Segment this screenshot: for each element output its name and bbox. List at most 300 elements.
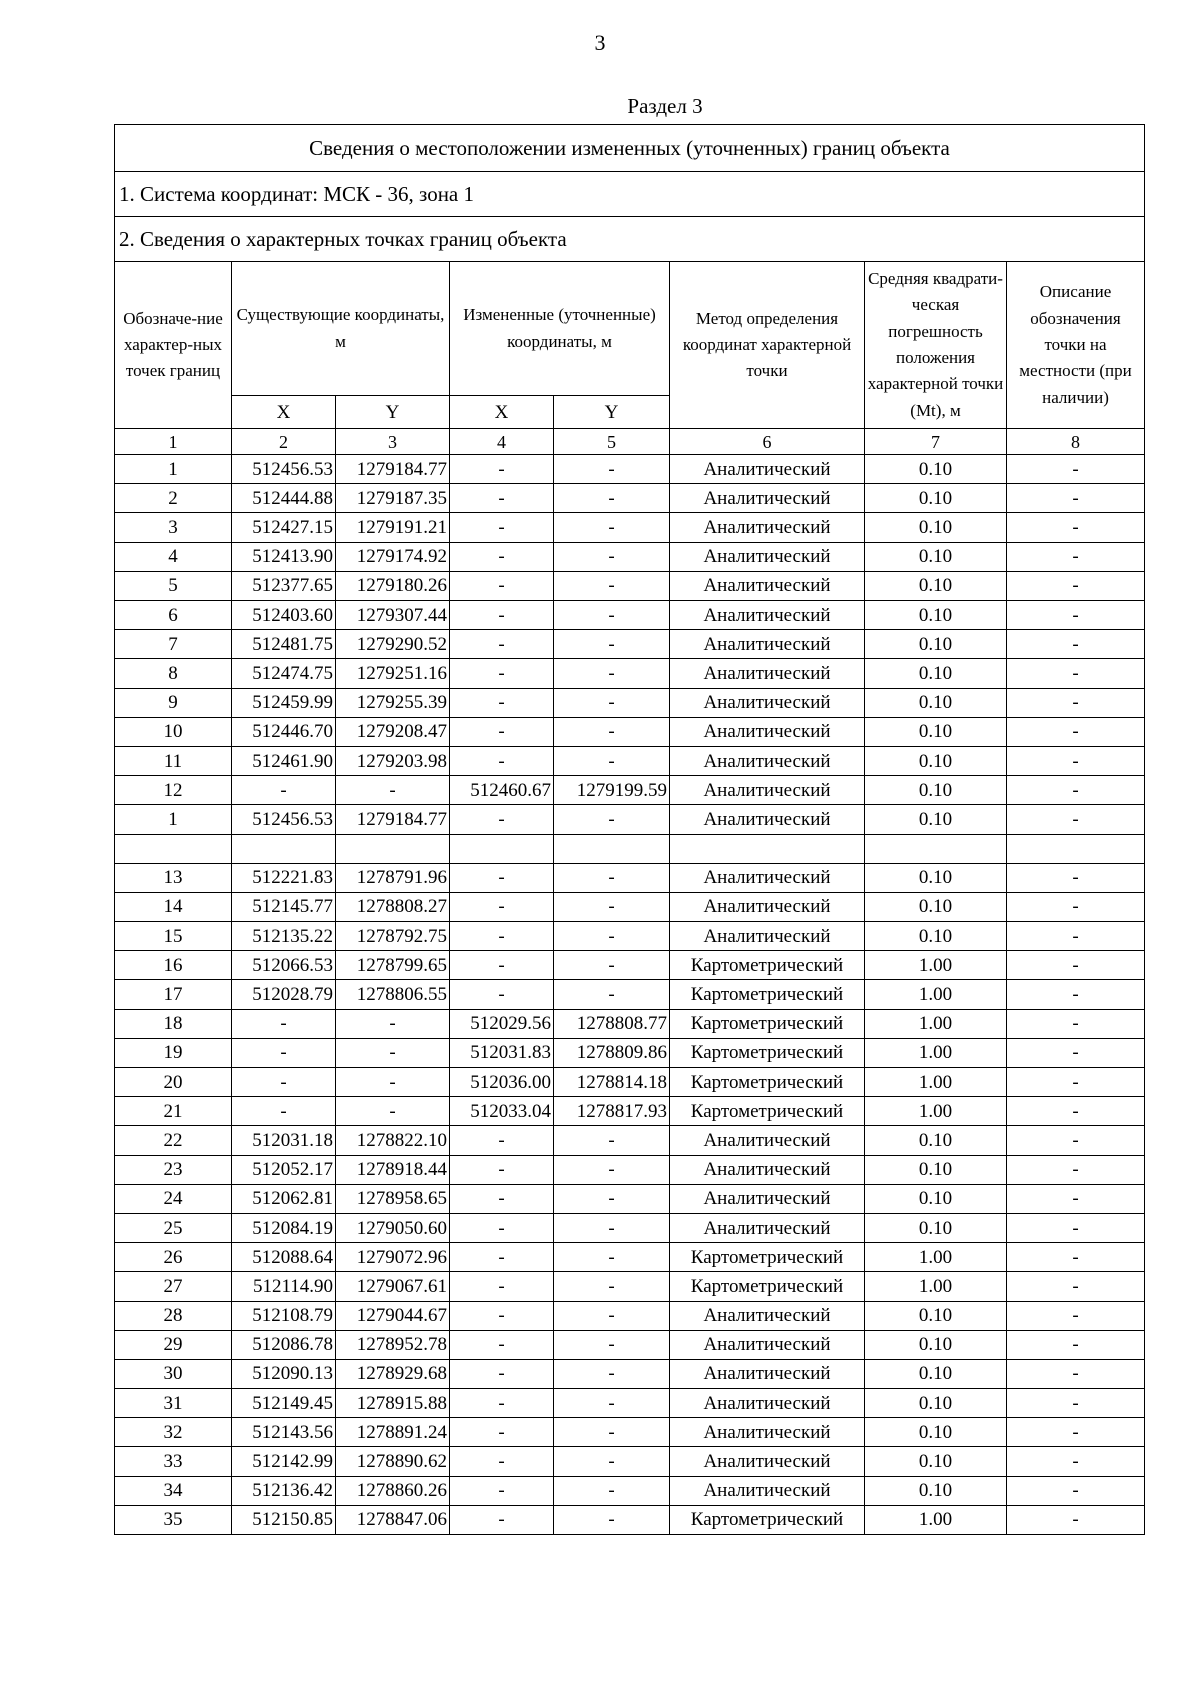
- cell-point-description: -: [1007, 455, 1145, 484]
- cell-point-description: -: [1007, 1243, 1145, 1272]
- cell-mean-square-error: 1.00: [865, 1097, 1007, 1126]
- cell-point-number: 11: [115, 746, 232, 775]
- cell-point-description: -: [1007, 1476, 1145, 1505]
- cell-changed-x: 512033.04: [450, 1097, 554, 1126]
- cell-existing-y: 1278958.65: [336, 1184, 450, 1213]
- cell-point-number: 5: [115, 571, 232, 600]
- table-row: [115, 601, 1145, 630]
- cell-existing-y: 1279255.39: [336, 688, 450, 717]
- cell-point-description: -: [1007, 1184, 1145, 1213]
- cell-point-number: 25: [115, 1213, 232, 1242]
- cell-mean-square-error: 1.00: [865, 1038, 1007, 1067]
- header-existing-coordinates: Существующие координаты, м: [232, 262, 450, 396]
- cell-existing-x: 512114.90: [232, 1272, 336, 1301]
- cell-mean-square-error: 0.10: [865, 513, 1007, 542]
- cell-existing-x: 512031.18: [232, 1126, 336, 1155]
- cell-existing-y: [336, 834, 450, 863]
- cell-changed-y: -: [554, 1505, 670, 1534]
- cell-changed-x: -: [450, 1184, 554, 1213]
- table-row: [115, 834, 1145, 863]
- cell-changed-x: -: [450, 1155, 554, 1184]
- table-row: [115, 630, 1145, 659]
- cell-existing-x: 512474.75: [232, 659, 336, 688]
- cell-point-number: 3: [115, 513, 232, 542]
- cell-existing-x: -: [232, 1068, 336, 1097]
- cell-existing-y: 1279203.98: [336, 746, 450, 775]
- cell-existing-y: 1279072.96: [336, 1243, 450, 1272]
- cell-existing-x: 512135.22: [232, 922, 336, 951]
- cell-changed-y: [554, 834, 670, 863]
- cell-point-number: 32: [115, 1418, 232, 1447]
- cell-changed-x: -: [450, 571, 554, 600]
- cell-method: Аналитический: [670, 1389, 865, 1418]
- header-changed-coordinates: Измененные (уточненные) координаты, м: [450, 262, 670, 396]
- cell-changed-x: -: [450, 805, 554, 834]
- cell-point-number: 7: [115, 630, 232, 659]
- cell-changed-y: -: [554, 1447, 670, 1476]
- cell-point-number: 28: [115, 1301, 232, 1330]
- cell-existing-x: 512150.85: [232, 1505, 336, 1534]
- cell-changed-y: -: [554, 1213, 670, 1242]
- cell-point-description: -: [1007, 892, 1145, 921]
- header-changed-x: X: [450, 396, 554, 429]
- cell-point-description: -: [1007, 951, 1145, 980]
- cell-method: Аналитический: [670, 1126, 865, 1155]
- cell-mean-square-error: 0.10: [865, 542, 1007, 571]
- cell-existing-y: 1278822.10: [336, 1126, 450, 1155]
- cell-changed-x: -: [450, 1272, 554, 1301]
- cell-method: Картометрический: [670, 1097, 865, 1126]
- cell-changed-x: -: [450, 1389, 554, 1418]
- cell-existing-y: 1278860.26: [336, 1476, 450, 1505]
- cell-method: Аналитический: [670, 1213, 865, 1242]
- cell-point-number: 33: [115, 1447, 232, 1476]
- cell-method: Картометрический: [670, 1068, 865, 1097]
- cell-changed-x: -: [450, 1505, 554, 1534]
- header-point-description: Описание обозначения точки на местности (при наличии): [1007, 262, 1145, 429]
- cell-mean-square-error: 0.10: [865, 717, 1007, 746]
- cell-method: Картометрический: [670, 980, 865, 1009]
- cell-existing-x: 512461.90: [232, 746, 336, 775]
- cell-mean-square-error: 0.10: [865, 1330, 1007, 1359]
- table-row: [115, 542, 1145, 571]
- cell-method: Аналитический: [670, 863, 865, 892]
- cell-changed-x: -: [450, 1301, 554, 1330]
- cell-changed-x: 512460.67: [450, 776, 554, 805]
- table-row: [115, 484, 1145, 513]
- cell-point-number: 15: [115, 922, 232, 951]
- cell-point-number: 1: [115, 805, 232, 834]
- cell-changed-y: -: [554, 1476, 670, 1505]
- cell-mean-square-error: 1.00: [865, 1272, 1007, 1301]
- cell-changed-x: 512029.56: [450, 1009, 554, 1038]
- cell-point-description: -: [1007, 542, 1145, 571]
- boundary-points-table: [114, 124, 1145, 1535]
- cell-mean-square-error: 0.10: [865, 892, 1007, 921]
- cell-point-description: -: [1007, 513, 1145, 542]
- cell-mean-square-error: 0.10: [865, 484, 1007, 513]
- cell-existing-y: -: [336, 1068, 450, 1097]
- cell-mean-square-error: 0.10: [865, 571, 1007, 600]
- cell-point-description: -: [1007, 863, 1145, 892]
- cell-point-description: -: [1007, 659, 1145, 688]
- table-row: [115, 1213, 1145, 1242]
- cell-existing-x: 512413.90: [232, 542, 336, 571]
- cell-changed-x: -: [450, 863, 554, 892]
- cell-changed-x: -: [450, 455, 554, 484]
- cell-point-number: 34: [115, 1476, 232, 1505]
- cell-changed-y: -: [554, 630, 670, 659]
- section-label: Раздел 3: [627, 94, 703, 118]
- cell-point-number: 22: [115, 1126, 232, 1155]
- header-point-designation: Обозначе-ние характер-ных точек границ: [115, 262, 232, 429]
- table-row: [115, 1476, 1145, 1505]
- cell-point-number: 30: [115, 1359, 232, 1388]
- cell-point-description: -: [1007, 571, 1145, 600]
- cell-mean-square-error: 1.00: [865, 1009, 1007, 1038]
- cell-method: Аналитический: [670, 513, 865, 542]
- table-row: [115, 1330, 1145, 1359]
- cell-existing-y: 1279208.47: [336, 717, 450, 746]
- cell-existing-x: 512090.13: [232, 1359, 336, 1388]
- cell-existing-x: 512084.19: [232, 1213, 336, 1242]
- cell-method: Аналитический: [670, 1184, 865, 1213]
- cell-point-number: 2: [115, 484, 232, 513]
- cell-point-description: -: [1007, 1359, 1145, 1388]
- cell-point-description: -: [1007, 1330, 1145, 1359]
- table-row: [115, 1068, 1145, 1097]
- table-row: [115, 1272, 1145, 1301]
- cell-mean-square-error: 1.00: [865, 951, 1007, 980]
- cell-mean-square-error: 1.00: [865, 1505, 1007, 1534]
- cell-point-number: 26: [115, 1243, 232, 1272]
- table-row: [115, 1505, 1145, 1534]
- cell-existing-x: 512145.77: [232, 892, 336, 921]
- cell-existing-y: 1278918.44: [336, 1155, 450, 1184]
- cell-existing-y: 1279050.60: [336, 1213, 450, 1242]
- table-row: [115, 1184, 1145, 1213]
- cell-method: Картометрический: [670, 1272, 865, 1301]
- cell-changed-y: -: [554, 980, 670, 1009]
- cell-point-description: -: [1007, 746, 1145, 775]
- header-changed-y: Y: [554, 396, 670, 429]
- cell-existing-y: 1278891.24: [336, 1418, 450, 1447]
- table-row: [115, 455, 1145, 484]
- cell-changed-x: -: [450, 1213, 554, 1242]
- table-row: [115, 980, 1145, 1009]
- table-row: [115, 1009, 1145, 1038]
- cell-method: Аналитический: [670, 688, 865, 717]
- cell-changed-y: -: [554, 1243, 670, 1272]
- table-row: [115, 805, 1145, 834]
- cell-existing-y: 1278890.62: [336, 1447, 450, 1476]
- cell-changed-y: -: [554, 746, 670, 775]
- cell-mean-square-error: 0.10: [865, 1184, 1007, 1213]
- cell-existing-x: -: [232, 1009, 336, 1038]
- cell-method: Аналитический: [670, 746, 865, 775]
- cell-changed-x: -: [450, 892, 554, 921]
- cell-changed-x: 512036.00: [450, 1068, 554, 1097]
- cell-existing-y: 1278799.65: [336, 951, 450, 980]
- table-row: [115, 688, 1145, 717]
- cell-point-description: -: [1007, 1213, 1145, 1242]
- cell-existing-y: 1279184.77: [336, 805, 450, 834]
- column-numbers-row: [115, 429, 1145, 455]
- cell-existing-x: -: [232, 1038, 336, 1067]
- cell-existing-y: 1279251.16: [336, 659, 450, 688]
- cell-existing-y: 1279191.21: [336, 513, 450, 542]
- cell-changed-y: -: [554, 1126, 670, 1155]
- page-number: 3: [594, 30, 606, 55]
- coordinate-system: 1. Система координат: МСК - 36, зона 1: [115, 172, 1145, 217]
- table-title: Сведения о местоположении измененных (уточненных) границ объекта: [115, 125, 1145, 172]
- cell-existing-x: -: [232, 1097, 336, 1126]
- table-row: [115, 951, 1145, 980]
- cell-mean-square-error: 1.00: [865, 1068, 1007, 1097]
- cell-point-description: -: [1007, 805, 1145, 834]
- cell-existing-y: 1278808.27: [336, 892, 450, 921]
- cell-method: Аналитический: [670, 717, 865, 746]
- cell-point-description: -: [1007, 1155, 1145, 1184]
- table-row: [115, 863, 1145, 892]
- cell-point-description: -: [1007, 1009, 1145, 1038]
- cell-existing-y: 1279044.67: [336, 1301, 450, 1330]
- cell-point-number: 17: [115, 980, 232, 1009]
- cell-method: Аналитический: [670, 601, 865, 630]
- table-row: [115, 1447, 1145, 1476]
- cell-changed-x: [450, 834, 554, 863]
- cell-changed-x: -: [450, 601, 554, 630]
- cell-changed-x: -: [450, 717, 554, 746]
- table-row: [115, 1155, 1145, 1184]
- cell-changed-x: -: [450, 1359, 554, 1388]
- column-number: 5: [554, 429, 670, 455]
- cell-mean-square-error: [865, 834, 1007, 863]
- cell-point-description: -: [1007, 484, 1145, 513]
- cell-changed-y: -: [554, 1184, 670, 1213]
- column-number: 1: [115, 429, 232, 455]
- cell-existing-y: 1279067.61: [336, 1272, 450, 1301]
- cell-mean-square-error: 0.10: [865, 1155, 1007, 1184]
- cell-existing-y: -: [336, 1038, 450, 1067]
- cell-point-number: 21: [115, 1097, 232, 1126]
- column-number: 7: [865, 429, 1007, 455]
- cell-point-number: 31: [115, 1389, 232, 1418]
- table-row: [115, 746, 1145, 775]
- cell-existing-y: 1279180.26: [336, 571, 450, 600]
- cell-changed-x: -: [450, 484, 554, 513]
- cell-method: Аналитический: [670, 1447, 865, 1476]
- cell-changed-y: -: [554, 1301, 670, 1330]
- cell-changed-x: -: [450, 1126, 554, 1155]
- table-row: [115, 1301, 1145, 1330]
- cell-method: Аналитический: [670, 1301, 865, 1330]
- table-row: [115, 1243, 1145, 1272]
- cell-existing-x: 512066.53: [232, 951, 336, 980]
- cell-point-number: 29: [115, 1330, 232, 1359]
- cell-changed-y: -: [554, 1330, 670, 1359]
- cell-method: Картометрический: [670, 951, 865, 980]
- table-row: [115, 776, 1145, 805]
- table-row: [115, 1359, 1145, 1388]
- table-row: [115, 1038, 1145, 1067]
- cell-mean-square-error: 0.10: [865, 746, 1007, 775]
- cell-point-number: 19: [115, 1038, 232, 1067]
- table-row: [115, 922, 1145, 951]
- cell-mean-square-error: 0.10: [865, 776, 1007, 805]
- cell-existing-y: 1278806.55: [336, 980, 450, 1009]
- cell-changed-y: -: [554, 922, 670, 951]
- cell-point-description: -: [1007, 1038, 1145, 1067]
- cell-point-description: -: [1007, 1505, 1145, 1534]
- table-row: [115, 1389, 1145, 1418]
- cell-existing-y: 1279174.92: [336, 542, 450, 571]
- cell-existing-x: 512052.17: [232, 1155, 336, 1184]
- cell-existing-x: 512221.83: [232, 863, 336, 892]
- cell-changed-y: 1278814.18: [554, 1068, 670, 1097]
- cell-existing-x: 512149.45: [232, 1389, 336, 1418]
- cell-existing-x: 512028.79: [232, 980, 336, 1009]
- cell-mean-square-error: 0.10: [865, 688, 1007, 717]
- cell-method: Аналитический: [670, 484, 865, 513]
- cell-changed-y: -: [554, 805, 670, 834]
- points-info-heading: 2. Сведения о характерных точках границ объекта: [115, 217, 1145, 262]
- cell-point-number: [115, 834, 232, 863]
- cell-existing-x: [232, 834, 336, 863]
- cell-mean-square-error: 0.10: [865, 455, 1007, 484]
- cell-existing-y: 1279184.77: [336, 455, 450, 484]
- cell-point-description: -: [1007, 601, 1145, 630]
- cell-changed-y: -: [554, 1389, 670, 1418]
- cell-existing-x: 512456.53: [232, 455, 336, 484]
- cell-point-number: 18: [115, 1009, 232, 1038]
- cell-changed-x: -: [450, 1418, 554, 1447]
- cell-changed-x: -: [450, 630, 554, 659]
- cell-mean-square-error: 0.10: [865, 1447, 1007, 1476]
- table-body: [115, 125, 1145, 1535]
- cell-changed-y: 1278808.77: [554, 1009, 670, 1038]
- cell-method: [670, 834, 865, 863]
- cell-existing-x: 512142.99: [232, 1447, 336, 1476]
- header-existing-y: Y: [336, 396, 450, 429]
- cell-point-description: -: [1007, 1418, 1145, 1447]
- cell-existing-y: 1278792.75: [336, 922, 450, 951]
- cell-point-description: -: [1007, 1097, 1145, 1126]
- cell-changed-y: 1278809.86: [554, 1038, 670, 1067]
- cell-method: Аналитический: [670, 630, 865, 659]
- cell-method: Аналитический: [670, 1359, 865, 1388]
- cell-point-description: -: [1007, 922, 1145, 951]
- header-method: Метод определения координат характерной точки: [670, 262, 865, 429]
- cell-method: Картометрический: [670, 1243, 865, 1272]
- cell-mean-square-error: 0.10: [865, 601, 1007, 630]
- cell-changed-y: -: [554, 542, 670, 571]
- cell-mean-square-error: 0.10: [865, 863, 1007, 892]
- cell-changed-y: -: [554, 892, 670, 921]
- cell-method: Аналитический: [670, 659, 865, 688]
- cell-existing-x: 512062.81: [232, 1184, 336, 1213]
- cell-point-number: 13: [115, 863, 232, 892]
- cell-changed-y: -: [554, 863, 670, 892]
- cell-changed-y: 1279199.59: [554, 776, 670, 805]
- header-existing-x: X: [232, 396, 336, 429]
- cell-changed-y: -: [554, 571, 670, 600]
- cell-method: Аналитический: [670, 1476, 865, 1505]
- cell-existing-x: 512459.99: [232, 688, 336, 717]
- cell-existing-x: 512403.60: [232, 601, 336, 630]
- table-row: [115, 513, 1145, 542]
- cell-mean-square-error: 0.10: [865, 659, 1007, 688]
- cell-method: Аналитический: [670, 892, 865, 921]
- cell-point-number: 8: [115, 659, 232, 688]
- cell-point-description: -: [1007, 1389, 1145, 1418]
- cell-method: Аналитический: [670, 1418, 865, 1447]
- cell-mean-square-error: 0.10: [865, 1301, 1007, 1330]
- cell-existing-y: 1278929.68: [336, 1359, 450, 1388]
- cell-changed-y: -: [554, 1272, 670, 1301]
- cell-changed-y: -: [554, 513, 670, 542]
- cell-changed-y: 1278817.93: [554, 1097, 670, 1126]
- cell-point-number: 27: [115, 1272, 232, 1301]
- cell-point-number: 9: [115, 688, 232, 717]
- table-row: [115, 1418, 1145, 1447]
- cell-point-description: -: [1007, 1272, 1145, 1301]
- cell-existing-y: 1279187.35: [336, 484, 450, 513]
- cell-point-number: 10: [115, 717, 232, 746]
- cell-mean-square-error: 0.10: [865, 1126, 1007, 1155]
- cell-existing-x: -: [232, 776, 336, 805]
- cell-existing-x: 512481.75: [232, 630, 336, 659]
- cell-changed-y: -: [554, 455, 670, 484]
- cell-existing-x: 512143.56: [232, 1418, 336, 1447]
- cell-changed-x: -: [450, 951, 554, 980]
- cell-changed-y: -: [554, 659, 670, 688]
- cell-mean-square-error: 0.10: [865, 1389, 1007, 1418]
- cell-changed-x: -: [450, 922, 554, 951]
- cell-point-description: -: [1007, 1301, 1145, 1330]
- cell-method: Картометрический: [670, 1038, 865, 1067]
- cell-changed-y: -: [554, 601, 670, 630]
- cell-existing-y: -: [336, 776, 450, 805]
- cell-point-number: 23: [115, 1155, 232, 1184]
- cell-point-number: 6: [115, 601, 232, 630]
- cell-mean-square-error: 0.10: [865, 1359, 1007, 1388]
- column-number: 6: [670, 429, 865, 455]
- table-row: [115, 892, 1145, 921]
- cell-existing-x: 512088.64: [232, 1243, 336, 1272]
- cell-existing-y: 1278915.88: [336, 1389, 450, 1418]
- cell-method: Аналитический: [670, 1330, 865, 1359]
- cell-mean-square-error: 0.10: [865, 805, 1007, 834]
- cell-method: Аналитический: [670, 1155, 865, 1184]
- cell-existing-y: 1279307.44: [336, 601, 450, 630]
- cell-existing-x: 512377.65: [232, 571, 336, 600]
- cell-point-number: 20: [115, 1068, 232, 1097]
- cell-point-number: 1: [115, 455, 232, 484]
- header-mean-square-error: Средняя квадрати-ческая погрешность положения характерной точки (Mt), м: [865, 262, 1007, 429]
- cell-existing-y: -: [336, 1009, 450, 1038]
- cell-point-number: 14: [115, 892, 232, 921]
- cell-point-description: -: [1007, 688, 1145, 717]
- cell-method: Картометрический: [670, 1009, 865, 1038]
- cell-changed-x: 512031.83: [450, 1038, 554, 1067]
- table-row: [115, 717, 1145, 746]
- cell-point-description: [1007, 834, 1145, 863]
- cell-point-description: -: [1007, 1126, 1145, 1155]
- cell-method: Аналитический: [670, 455, 865, 484]
- cell-existing-x: 512444.88: [232, 484, 336, 513]
- cell-changed-y: -: [554, 1418, 670, 1447]
